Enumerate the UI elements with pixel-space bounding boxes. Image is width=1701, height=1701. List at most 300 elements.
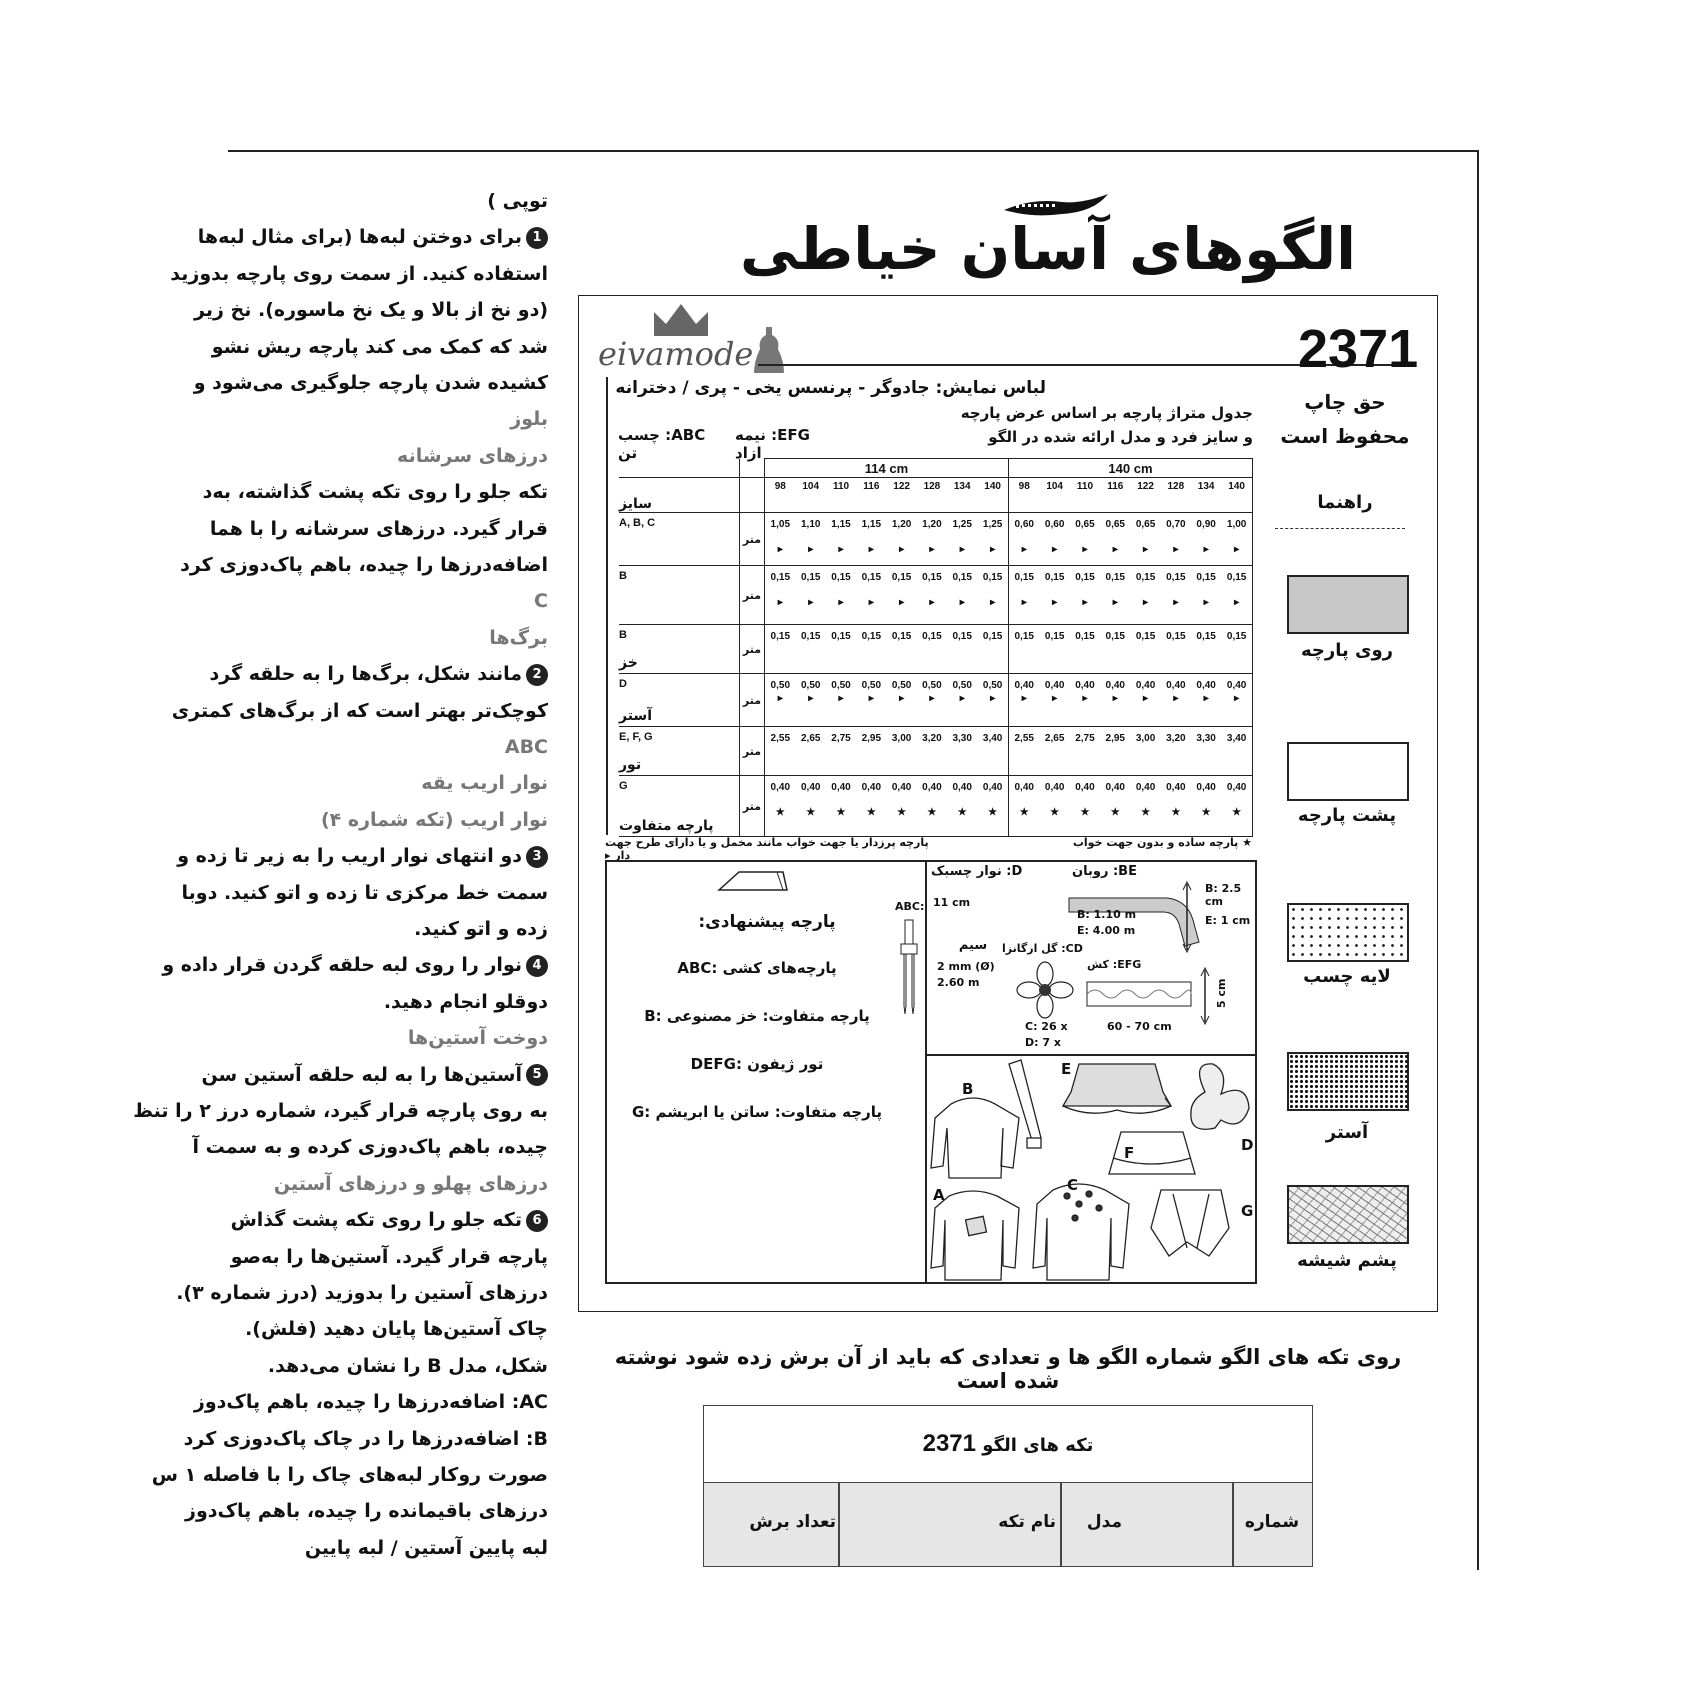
- fabric-code: E, F, G: [619, 731, 653, 743]
- view-label-g: G: [1241, 1202, 1254, 1220]
- yardage-value-cell: [1191, 625, 1221, 674]
- yardage-value-cell: [1040, 776, 1070, 837]
- empty-cell: [619, 459, 740, 478]
- yardage-value-cell: [1130, 625, 1160, 674]
- yardage-value-cell: [1161, 727, 1191, 776]
- yardage-value-cell: [826, 513, 856, 566]
- option-label: EFG: نیمه ازاد: [735, 426, 810, 462]
- swatch-interfacing: [1287, 903, 1409, 962]
- crown-icon: [650, 300, 712, 340]
- yardage-value: 0,15: [922, 572, 942, 583]
- instruction-line-15: [505, 736, 548, 758]
- size-label: [619, 478, 740, 513]
- direction-marker: ▸: [868, 544, 874, 555]
- yardage-value: 0,15: [1135, 631, 1156, 642]
- yardage-value: 0,15: [1166, 631, 1186, 642]
- yardage-value: 0,15: [861, 572, 882, 583]
- suggested-abc: پارچه‌های کشی :ABC: [677, 959, 837, 977]
- instruction-text: توپی ): [487, 190, 548, 212]
- yardage-value: 0,40: [1166, 782, 1186, 793]
- instruction-text: C: [534, 590, 548, 613]
- yardage-value: 0,50: [800, 680, 821, 691]
- suggested-title: پارچه پیشنهادی:: [698, 912, 836, 932]
- direction-marker: ▸: [990, 597, 996, 608]
- instruction-line-2: [170, 263, 548, 285]
- garment-views-illustration: [929, 1058, 1253, 1280]
- unit-cell: متر: [740, 674, 765, 727]
- yardage-value-cell: [796, 625, 826, 674]
- direction-marker: ▸: [1112, 544, 1118, 555]
- direction-marker: ▸: [1234, 597, 1240, 608]
- instruction-text: بلوز: [510, 408, 548, 431]
- yardage-value: 3,20: [922, 733, 942, 744]
- yardage-value: 0,50: [861, 680, 882, 691]
- size-cell: 104: [1046, 481, 1063, 492]
- ribbon-label: BE: روبان: [1072, 864, 1137, 879]
- yardage-value-cell: [796, 776, 826, 837]
- yardage-value: 2,55: [1014, 733, 1034, 744]
- instruction-text: چیده، باهم پاک‌دوزی کرده و به سمت آ: [192, 1136, 548, 1159]
- instruction-line-6: [510, 408, 548, 430]
- ribbon-length-b: B: 1.10 m: [1077, 908, 1137, 921]
- instruction-text: AC: اضافه‌درزها را چیده، باهم پاک‌دوز: [193, 1391, 548, 1414]
- yardage-value-cell: [1008, 513, 1039, 566]
- fabric-name: آستر: [619, 708, 652, 724]
- instruction-text: کوچک‌تر بهتر است که از برگ‌های کمتری: [171, 699, 548, 722]
- frame-right-line: [1477, 150, 1479, 1570]
- size-cell: 110: [832, 481, 850, 492]
- instruction-line-1: [198, 226, 548, 249]
- instruction-text: نوار اریب (تکه شماره ۴): [320, 808, 548, 831]
- yardage-value: 1,10: [800, 519, 821, 530]
- yardage-value-cell: [796, 566, 826, 625]
- direction-marker: ▸: [808, 597, 814, 608]
- direction-marker: ▸: [1112, 693, 1118, 704]
- flower-count-c: C: 26 x: [1025, 1020, 1068, 1033]
- yardage-value-cell: [1070, 674, 1100, 727]
- instruction-text: اضافه‌درزها را چیده، باهم پاک‌دوزی کرد: [180, 554, 548, 576]
- size-cell: 134: [953, 481, 971, 492]
- instruction-line-34: [184, 1428, 548, 1450]
- flower-count-d: D: 7 x: [1025, 1036, 1061, 1049]
- instruction-text: برای دوختن لبه‌ها (برای مثال لبه‌ها: [197, 226, 522, 249]
- yardage-value: 0,40: [1135, 680, 1156, 691]
- direction-marker: ▸: [1143, 544, 1149, 555]
- direction-marker: ★: [775, 807, 785, 818]
- instruction-line-14: [172, 700, 548, 722]
- yardage-value-cell: [1161, 625, 1191, 674]
- table-caption-2: و سایز فرد و مدل ارائه شده در الگو: [988, 428, 1253, 446]
- yardage-value: 0,15: [1014, 572, 1034, 583]
- note-star: ★ پارچه ساده و بدون جهت خواب: [1072, 836, 1252, 849]
- instruction-line-9: [210, 518, 548, 540]
- yardage-value-cell: [826, 727, 856, 776]
- yardage-value-cell: [765, 727, 796, 776]
- direction-marker: ▸: [959, 544, 965, 555]
- yardage-value-cell: [947, 674, 977, 727]
- direction-marker: ▸: [899, 544, 905, 555]
- instruction-text: به روی پارچه قرار گیرد، شماره درز ۲ را تنظ: [133, 1100, 548, 1122]
- yardage-value: 0,40: [1166, 680, 1186, 691]
- view-label-f: F: [1124, 1144, 1135, 1162]
- swatch-fleece: [1287, 1185, 1409, 1244]
- yardage-value: 2,95: [1105, 733, 1125, 744]
- direction-marker: ▸: [990, 693, 996, 704]
- instruction-text: برگ‌ها: [489, 626, 548, 649]
- yardage-value: 0,40: [1105, 782, 1125, 793]
- fabric-fold-icon: [717, 868, 793, 894]
- yardage-value: 0,15: [1226, 631, 1247, 642]
- unit-cell: متر: [740, 776, 765, 837]
- brand-title: الگوهای آسان خیاطی: [740, 215, 1357, 283]
- step-number-badge: 3: [526, 846, 548, 868]
- yardage-value-cell: [1070, 727, 1100, 776]
- instruction-text: سمت خط مرکزی تا زده و اتو کنید. دوبا: [181, 881, 548, 904]
- yardage-value-cell: [1191, 674, 1221, 727]
- yardage-value: 0,15: [1196, 572, 1216, 583]
- yardage-value-cell: [1221, 513, 1252, 566]
- fabric-code: B: [619, 629, 627, 641]
- instruction-line-3: [194, 299, 548, 321]
- yardage-value-cell: [1040, 625, 1070, 674]
- yardage-value-cell: [1040, 513, 1070, 566]
- yardage-value-cell: [947, 513, 977, 566]
- instruction-line-18: [177, 845, 548, 868]
- yardage-value-cell: [886, 513, 916, 566]
- yardage-value: 1,05: [770, 519, 791, 530]
- instruction-line-21: [162, 954, 548, 977]
- direction-marker: ▸: [838, 544, 844, 555]
- yardage-value-cell: [917, 566, 947, 625]
- yardage-value-cell: [826, 776, 856, 837]
- instruction-line-13: [210, 663, 548, 686]
- yardage-value: 3,30: [952, 733, 972, 744]
- instruction-text: ABC: [504, 736, 548, 758]
- yardage-row: [619, 566, 1253, 625]
- size-cell: 134: [1197, 481, 1215, 492]
- yardage-value-cell: [796, 727, 826, 776]
- yardage-value: 0,40: [922, 782, 942, 793]
- yardage-value: 0,40: [1196, 782, 1216, 793]
- yardage-value: 0,40: [952, 782, 972, 793]
- size-cell: 110: [1076, 481, 1094, 492]
- yardage-row: [619, 727, 1253, 776]
- instruction-line-19: [182, 882, 548, 904]
- direction-marker: ▸: [1173, 597, 1179, 608]
- direction-marker: ★: [1050, 807, 1060, 818]
- yardage-value: 0,15: [891, 572, 912, 583]
- yardage-value: 0,15: [800, 631, 821, 642]
- yardage-value: 0,40: [1014, 782, 1034, 793]
- yardage-value-cell: [886, 727, 916, 776]
- yardage-row: [619, 674, 1253, 727]
- instruction-line-24: [201, 1064, 548, 1087]
- notions-divider-horizontal: [925, 1054, 1255, 1056]
- view-label-b: B: [962, 1080, 974, 1098]
- yardage-value-cell: [947, 625, 977, 674]
- suggested-b: پارچه متفاوت: خز مصنوعی :B: [644, 1007, 870, 1025]
- fabric-code-cell: [619, 513, 740, 566]
- yardage-value-cell: [1100, 566, 1130, 625]
- instruction-text: پارچه قرار گیرد. آستین‌ها را به‌صو: [230, 1245, 548, 1268]
- swatch-label-fleece: پشم شیشه: [1297, 1250, 1397, 1271]
- direction-marker: ★: [1232, 807, 1242, 818]
- yardage-value: 0,40: [1044, 680, 1065, 691]
- yardage-value: 3,20: [1166, 733, 1186, 744]
- yardage-value-cell: [1221, 625, 1252, 674]
- yardage-value: 0,15: [1226, 572, 1247, 583]
- direction-marker: ★: [1141, 807, 1151, 818]
- fabric-code: B: [619, 570, 627, 582]
- yardage-value-cell: [886, 625, 916, 674]
- yardage-value-cell: [1008, 625, 1039, 674]
- yardage-value-cell: [826, 566, 856, 625]
- elastic-length: 60 - 70 cm: [1107, 1020, 1172, 1033]
- instruction-line-8: [203, 481, 548, 503]
- yardage-value: 0,50: [952, 680, 972, 691]
- direction-marker: ▸: [1112, 597, 1118, 608]
- yardage-value-cell: [1008, 674, 1039, 727]
- tape-label: D: نوار چسبک: [931, 864, 1023, 879]
- yardage-value-cell: [1161, 776, 1191, 837]
- direction-marker: ▸: [1173, 544, 1179, 555]
- instruction-text: درزهای باقیمانده را چیده، باهم پاک‌دوز: [185, 1500, 548, 1523]
- yardage-value-cell: [765, 566, 796, 625]
- instruction-line-36: [185, 1500, 548, 1522]
- flower-label: CD: گل ارگانزا: [1002, 942, 1083, 955]
- yardage-value: 0,15: [952, 631, 972, 642]
- yardage-value-cell: [1040, 566, 1070, 625]
- step-number-badge: 2: [526, 664, 548, 686]
- yardage-value: 2,75: [1075, 733, 1095, 744]
- instruction-line-26: [193, 1136, 549, 1158]
- swatch-label-interfacing: لایه چسب: [1303, 966, 1391, 987]
- direction-marker: ▸: [929, 693, 935, 704]
- instruction-line-17: [321, 809, 548, 831]
- view-label-a: A: [933, 1186, 945, 1204]
- twin-needle-icon: [897, 920, 921, 1016]
- direction-marker: ▸: [777, 544, 783, 555]
- pattern-number: 2371: [1298, 319, 1419, 379]
- view-label-e: E: [1061, 1060, 1072, 1078]
- instruction-line-35: [152, 1464, 548, 1486]
- yardage-row: [619, 513, 1253, 566]
- elastic-icon: [1085, 968, 1215, 1026]
- yardage-value: 3,40: [1226, 733, 1247, 744]
- step-number-badge: 6: [526, 1210, 548, 1232]
- pieces-title-number: 2371: [922, 1430, 976, 1457]
- unit-cell: متر: [740, 727, 765, 776]
- yardage-value-cell: [1161, 566, 1191, 625]
- instruction-text: (دو نخ از بالا و یک نخ ماسوره). نخ زیر: [194, 299, 548, 322]
- elastic-width: 5 cm: [1215, 978, 1228, 1008]
- yardage-value-cell: [1100, 513, 1130, 566]
- yardage-value: 0,15: [922, 631, 942, 642]
- direction-marker: ▸: [899, 597, 905, 608]
- yardage-value: 2,55: [770, 733, 791, 744]
- direction-marker: ★: [1080, 807, 1090, 818]
- suggested-defg: تور ژیفون :DEFG: [690, 1055, 824, 1073]
- yardage-value-cell: [1221, 566, 1252, 625]
- step-number-badge: 1: [526, 227, 548, 249]
- instruction-text: دو انتهای نوار اریب را به زیر تا زده و: [177, 845, 522, 868]
- instruction-line-27: [274, 1173, 548, 1195]
- yardage-value: 0,40: [1075, 680, 1095, 691]
- yardage-value: 0,15: [982, 631, 1003, 642]
- view-label-c: C: [1067, 1176, 1079, 1194]
- instruction-text: نوار اریب یقه: [421, 772, 548, 795]
- yardage-value: 0,15: [831, 572, 851, 583]
- yardage-value: 1,15: [861, 519, 882, 530]
- yardage-value-cell: [856, 625, 886, 674]
- instruction-text: مانند شکل، برگ‌ها را به حلقه گرد: [209, 663, 522, 686]
- direction-marker: ▸: [1052, 544, 1058, 555]
- yardage-value-cell: [977, 625, 1008, 674]
- direction-marker: ▸: [1203, 597, 1209, 608]
- yardage-value-cell: [1100, 674, 1130, 727]
- instructions-column: [133, 190, 548, 1570]
- fabric-code: A, B, C: [619, 517, 656, 529]
- yardage-value-cell: [826, 674, 856, 727]
- yardage-value: 0,40: [1044, 782, 1065, 793]
- instruction-text: صورت روکار لبه‌های چاک را با فاصله ۱ س: [151, 1464, 548, 1486]
- size-cell: 122: [893, 481, 910, 492]
- direction-marker: ★: [927, 807, 937, 818]
- pieces-col-count: تعداد برش: [749, 1512, 836, 1532]
- yardage-value-cell: [917, 727, 947, 776]
- yardage-value: 0,15: [1044, 572, 1065, 583]
- direction-marker: ▸: [1082, 693, 1088, 704]
- direction-marker: ▸: [1082, 597, 1088, 608]
- yardage-value-cell: [947, 727, 977, 776]
- instruction-text: شد که کمک می کند پارچه ریش نشو: [211, 335, 548, 358]
- table-left-rule: [606, 377, 608, 835]
- direction-marker: ▸: [808, 544, 814, 555]
- direction-marker: ▸: [1203, 693, 1209, 704]
- yardage-value: 0,15: [982, 572, 1003, 583]
- yardage-value-cell: [1191, 513, 1221, 566]
- fabric-code: D: [619, 678, 627, 690]
- direction-marker: ▸: [899, 693, 905, 704]
- ribbon-length-e: E: 4.00 m: [1077, 924, 1136, 937]
- size-cell: 104: [802, 481, 820, 492]
- fabric-code-cell: [619, 674, 740, 727]
- yardage-value: 0,40: [770, 782, 791, 793]
- step-number-badge: 5: [526, 1064, 548, 1086]
- notions-divider-vertical: [925, 862, 927, 1282]
- direction-marker: ★: [1019, 807, 1029, 818]
- yardage-value-cell: [1161, 513, 1191, 566]
- wire-label: سیم: [958, 938, 988, 953]
- direction-marker: ★: [1201, 807, 1211, 818]
- frame-top-line: [228, 150, 1478, 152]
- direction-marker: ▸: [929, 597, 935, 608]
- yardage-value-cell: [1130, 513, 1160, 566]
- yardage-value: 0,40: [1226, 782, 1247, 793]
- abc-label: ABC:: [895, 900, 925, 913]
- instruction-text: B: اضافه‌درزها را در چاک پاک‌دوزی کرد: [183, 1427, 548, 1450]
- yardage-value-cell: [826, 625, 856, 674]
- direction-marker: ★: [988, 807, 998, 818]
- yardage-value: 0,65: [1105, 519, 1125, 530]
- swatch-label-lining: آستر: [1325, 1122, 1369, 1143]
- yardage-value-cell: [856, 674, 886, 727]
- logo-text: eivamode: [598, 335, 754, 373]
- direction-marker: ▸: [1052, 597, 1058, 608]
- yardage-value: 0,40: [1014, 680, 1034, 691]
- dress-icon: [752, 325, 786, 375]
- fabric-code: G: [619, 780, 628, 792]
- yardage-value-cell: [947, 566, 977, 625]
- yardage-value: 0,15: [1105, 631, 1125, 642]
- direction-marker: ▸: [1173, 693, 1179, 704]
- yardage-value: 0,40: [1226, 680, 1247, 691]
- instruction-text: چاک آستین‌ها پایان دهید (فلش).: [245, 1318, 548, 1341]
- direction-marker: ▸: [959, 597, 965, 608]
- instruction-line-0: [487, 190, 548, 212]
- direction-marker: ▸: [838, 693, 844, 704]
- yardage-value: 0,50: [982, 680, 1003, 691]
- pieces-title: [704, 1430, 1312, 1458]
- yardage-value-cell: [1100, 727, 1130, 776]
- yardage-value: 0,15: [1044, 631, 1065, 642]
- yardage-value: 0,40: [1075, 782, 1095, 793]
- instruction-line-5: [194, 372, 548, 394]
- yardage-value: 0,15: [1075, 631, 1095, 642]
- direction-marker: ▸: [1143, 693, 1149, 704]
- yardage-value: 0,15: [831, 631, 851, 642]
- yardage-value-cell: [765, 674, 796, 727]
- yardage-value: 0,15: [1105, 572, 1125, 583]
- instruction-text: درزهای سرشانه: [397, 444, 548, 467]
- yardage-value: 2,65: [1044, 733, 1065, 744]
- direction-marker: ▸: [959, 693, 965, 704]
- direction-marker: ▸: [1082, 544, 1088, 555]
- direction-marker: ▸: [1234, 544, 1240, 555]
- yardage-value: 3,00: [1135, 733, 1156, 744]
- yardage-value-cell: [1100, 625, 1130, 674]
- yardage-value: 1,15: [831, 519, 851, 530]
- yardage-value: 0,60: [1014, 519, 1034, 530]
- suggested-g: پارچه متفاوت: ساتن یا ابریشم :G: [631, 1103, 882, 1121]
- yardage-value-cell: [917, 625, 947, 674]
- yardage-value-cell: [1191, 776, 1221, 837]
- yardage-value: 2,75: [831, 733, 851, 744]
- direction-marker: ★: [897, 807, 907, 818]
- yardage-value: 0,40: [891, 782, 912, 793]
- yardage-value: 2,95: [861, 733, 882, 744]
- yardage-value: 0,15: [952, 572, 972, 583]
- instruction-line-7: [397, 445, 548, 467]
- yardage-size-row: [619, 478, 1253, 513]
- yardage-value: 0,15: [861, 631, 882, 642]
- direction-marker: ▸: [1052, 693, 1058, 704]
- yardage-value-cell: [886, 776, 916, 837]
- step-number-badge: 4: [526, 955, 548, 977]
- instruction-text: لبه پایین آستین / لبه پایین: [304, 1536, 548, 1559]
- pieces-col-name: نام تکه: [998, 1512, 1056, 1532]
- size-label-text: سایز: [619, 496, 652, 512]
- instruction-line-20: [414, 918, 548, 940]
- yardage-value-cell: [917, 513, 947, 566]
- yardage-value-cell: [796, 513, 826, 566]
- size-cell: 98: [1008, 478, 1039, 513]
- instruction-text: دوقلو انجام دهید.: [383, 990, 548, 1013]
- instruction-line-16: [421, 772, 548, 794]
- yardage-value-cell: [1070, 625, 1100, 674]
- ribbon-width-e: E: 1 cm: [1205, 914, 1251, 927]
- direction-marker: ▸: [1234, 693, 1240, 704]
